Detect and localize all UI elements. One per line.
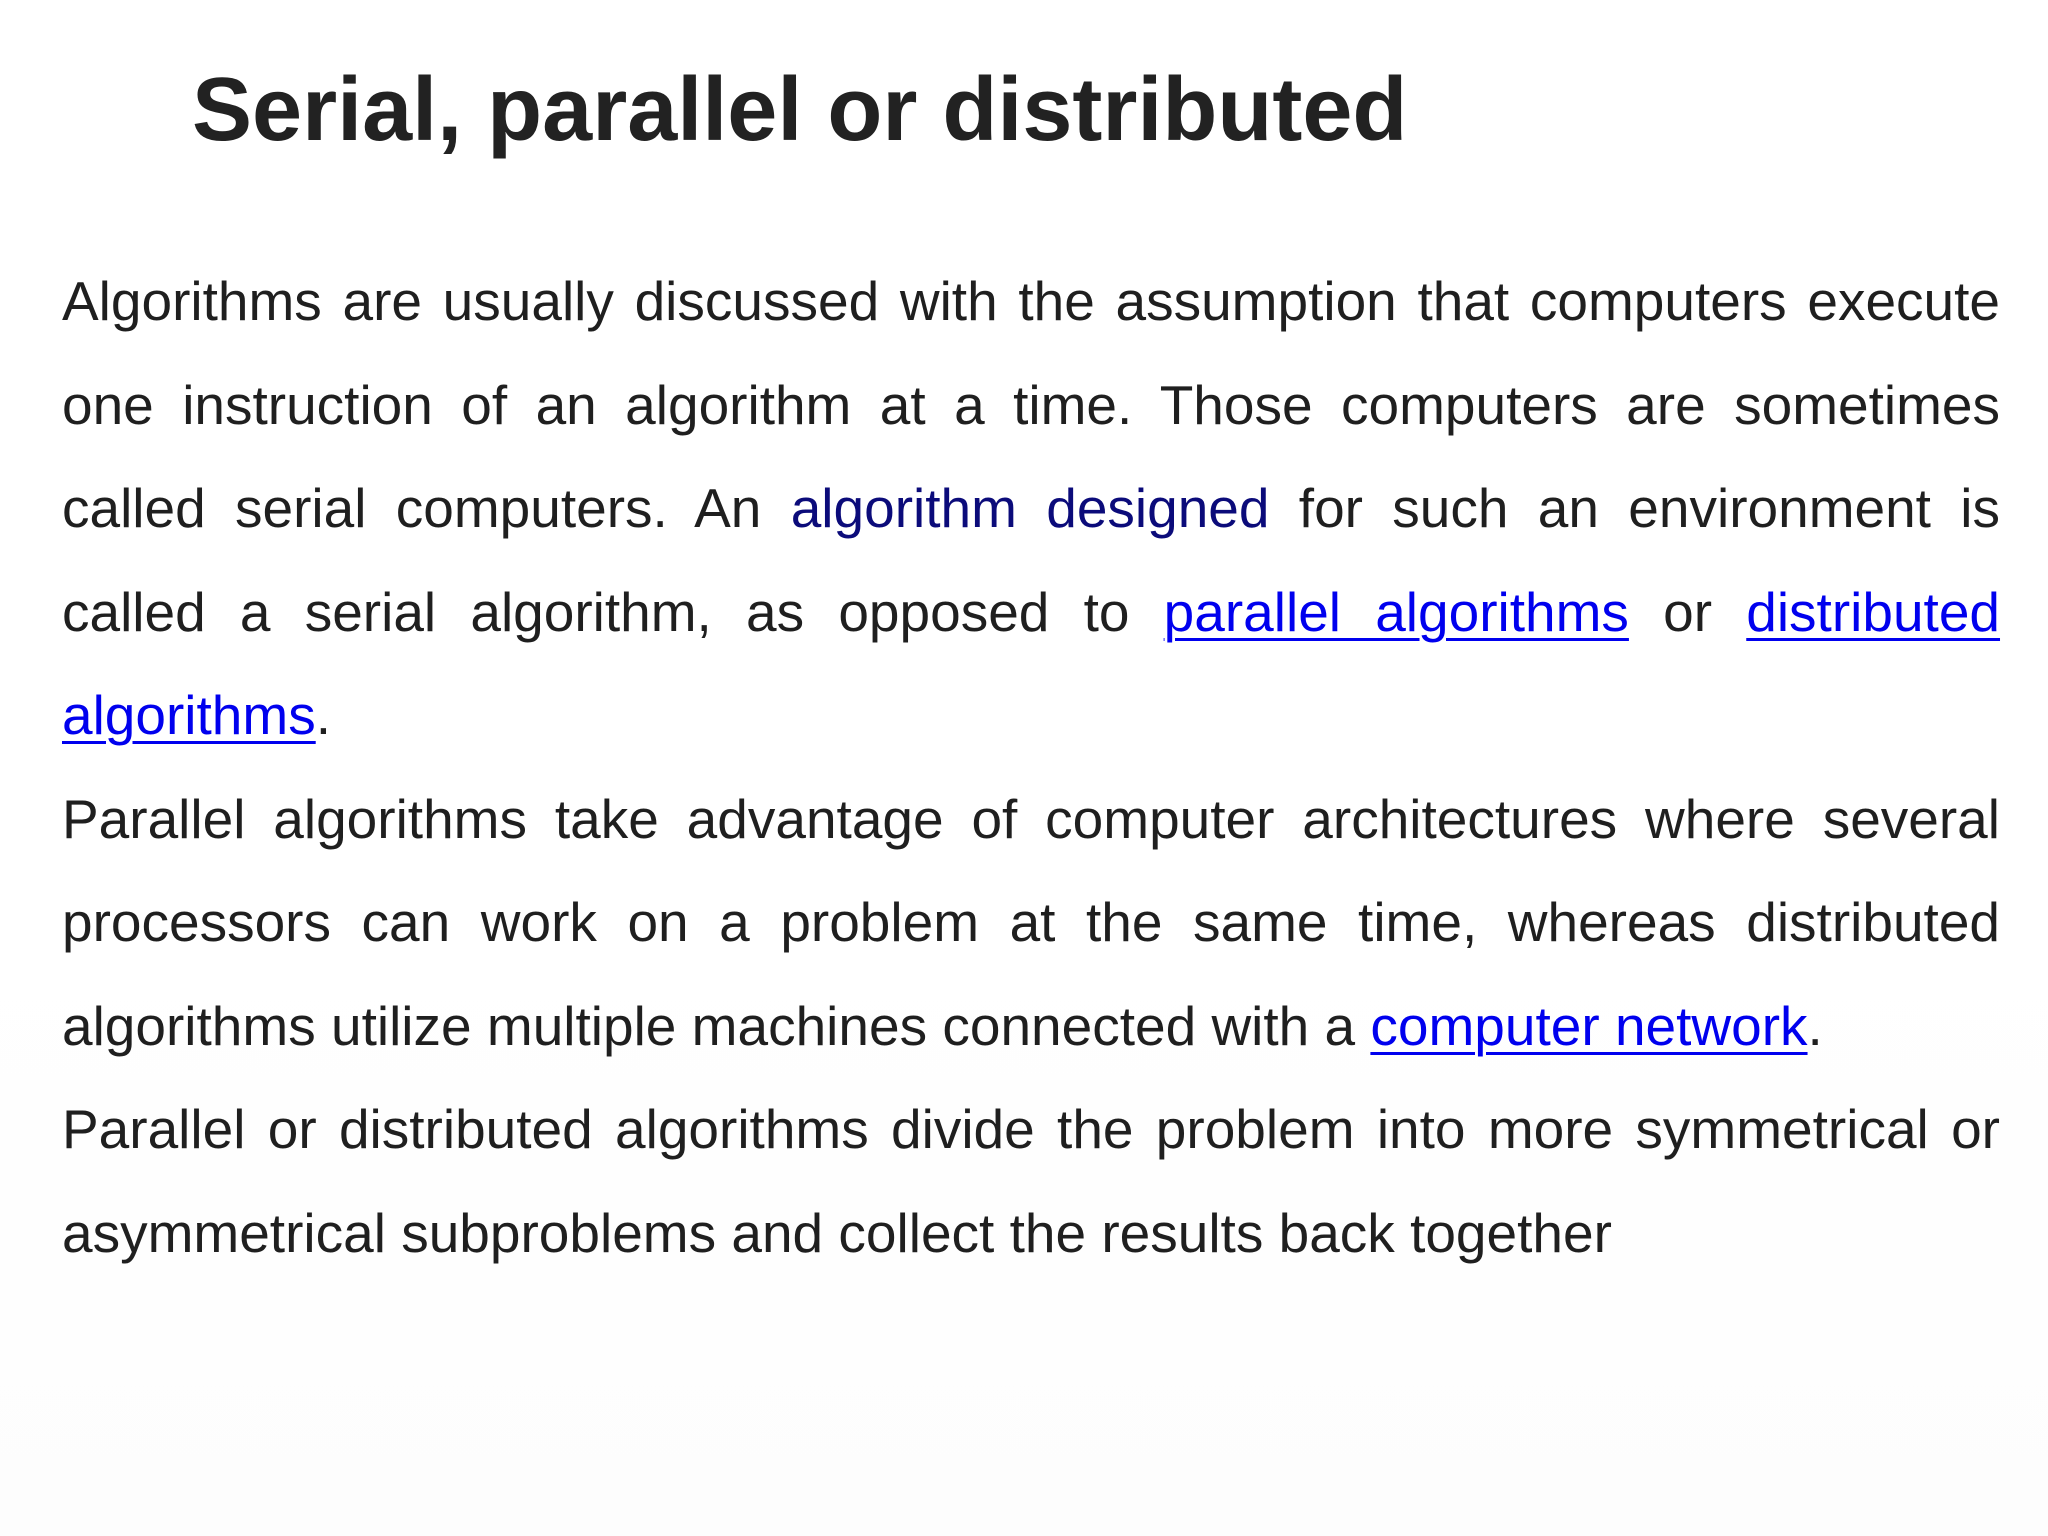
computer-network-link[interactable]: computer network	[1370, 994, 1808, 1057]
paragraph-text: Algorithms are usually discussed with the assumption that computers execute one instruction of an algorithm at a time. Those computers are sometimes called serial computers. An	[62, 270, 2000, 539]
paragraph-parallel	[62, 768, 2000, 1079]
paragraph-serial	[62, 250, 2000, 768]
paragraph-text: for such an environment is called a serial algorithm, as opposed to	[62, 477, 2001, 643]
paragraph-text: or	[1628, 580, 1747, 643]
slide-body	[62, 250, 2000, 1285]
algorithm-designed-text: algorithm designed	[790, 477, 1270, 539]
parallel-algorithms-link[interactable]: parallel algorithms	[1163, 580, 1629, 643]
paragraph-text: .	[315, 684, 331, 746]
paragraph-text: Parallel or distributed algorithms divide the problem into more symmetrical or asymmetrical subproblems and collect the results back together	[62, 1098, 2000, 1264]
paragraph-divide	[62, 1078, 2000, 1285]
paragraph-text: .	[1807, 994, 1823, 1057]
paragraph-text: Parallel algorithms take advantage of computer architectures where several processors can work on a problem at the same time, whereas distributed algorithms utilize multiple machines connected with a	[62, 787, 2000, 1057]
distributed-algorithms-link[interactable]: distributed algorithms	[62, 580, 2001, 746]
slide-title: Serial, parallel or distributed	[192, 60, 1408, 160]
